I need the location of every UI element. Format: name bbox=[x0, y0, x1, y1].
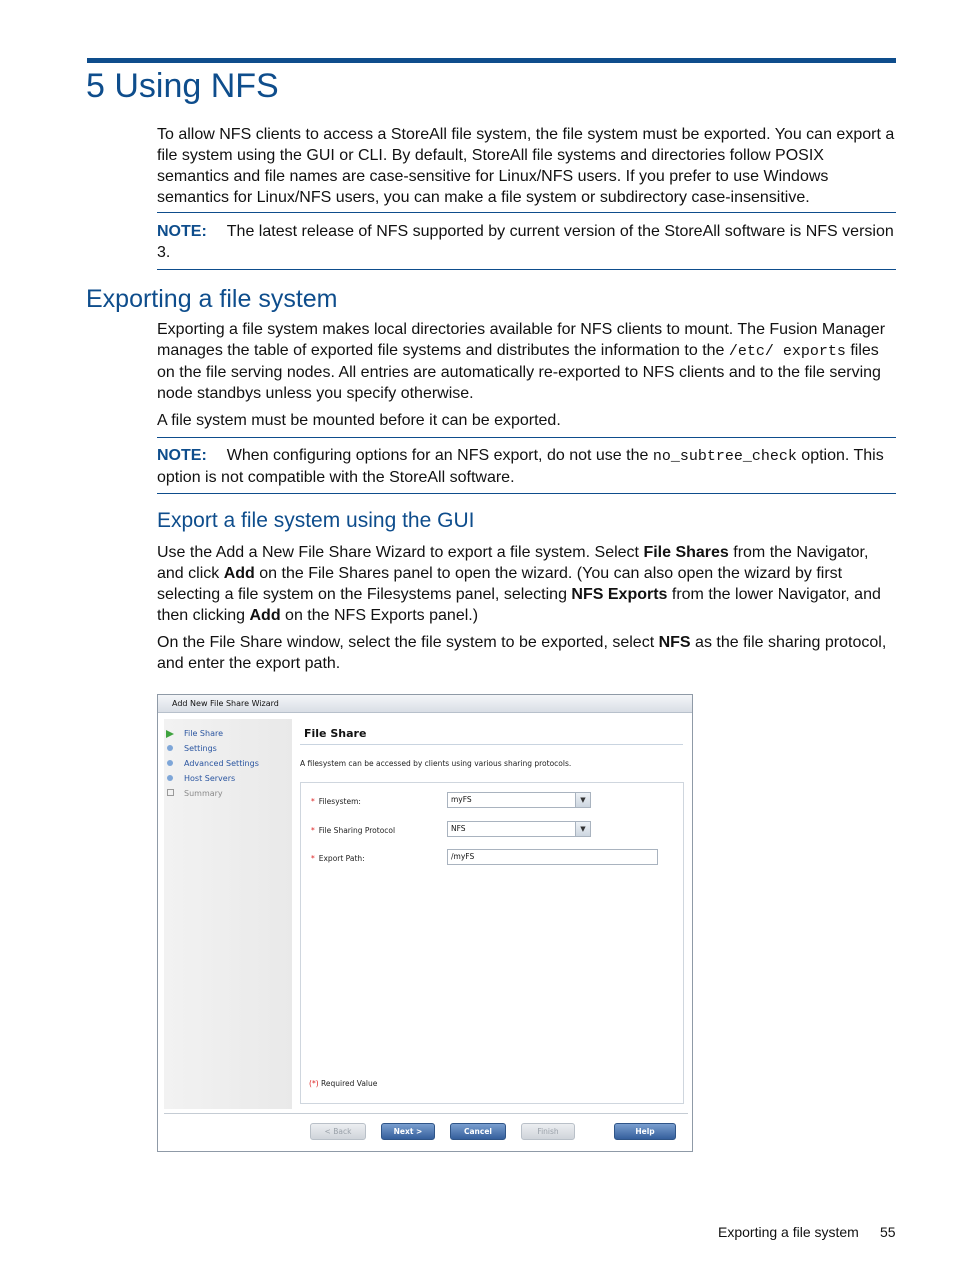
no-subtree-check-code: no_subtree_check bbox=[652, 448, 797, 465]
chapter-rule bbox=[87, 58, 896, 63]
export-path-label: * Export Path: bbox=[311, 854, 365, 863]
nav-step-host-servers[interactable]: Host Servers bbox=[184, 774, 236, 783]
nav-step-file-share[interactable]: File Share bbox=[184, 729, 224, 738]
chapter-title: 5 Using NFS bbox=[86, 67, 279, 105]
filesystem-label: * Filesystem: bbox=[311, 797, 361, 806]
panel-title: File Share bbox=[300, 725, 683, 745]
next-button[interactable]: Next > bbox=[381, 1123, 435, 1140]
mount-before-export-paragraph: A file system must be mounted before it can be exported. bbox=[157, 412, 561, 429]
note-box-1 bbox=[157, 212, 896, 270]
nav-step-settings[interactable]: Settings bbox=[184, 744, 217, 753]
nav-step-advanced-settings[interactable]: Advanced Settings bbox=[184, 759, 259, 768]
page-number: 55 bbox=[880, 1224, 896, 1240]
footer-section-title: Exporting a file system bbox=[718, 1224, 859, 1240]
wizard-divider bbox=[164, 1113, 688, 1114]
note-text: The latest release of NFS supported by current version of the StoreAll software is NFS version 3. bbox=[157, 223, 894, 261]
export-path-input[interactable]: /myFS bbox=[447, 849, 658, 865]
section-heading-gui: Export a file system using the GUI bbox=[157, 509, 475, 532]
step-bullet-icon bbox=[167, 760, 173, 766]
note-label: NOTE: bbox=[157, 223, 207, 240]
filesystem-select[interactable]: myFS ▼ bbox=[447, 792, 591, 808]
panel-description: A filesystem can be accessed by clients using various sharing protocols. bbox=[300, 759, 572, 768]
current-step-arrow-icon bbox=[166, 730, 174, 738]
required-value-note: (*) Required Value bbox=[309, 1079, 378, 1088]
nav-step-summary: Summary bbox=[184, 789, 223, 798]
cancel-button[interactable]: Cancel bbox=[450, 1123, 506, 1140]
note-box-2: NOTE: When configuring options for an NFS export, do not use the no_subtree_check option. This option is not compatible with the StoreAll software. bbox=[157, 437, 896, 494]
file-share-wizard bbox=[157, 694, 693, 1152]
help-button[interactable]: Help bbox=[614, 1123, 676, 1140]
intro-paragraph: To allow NFS clients to access a StoreAll file system, the file system must be exported. You can export a file system using the GUI or CLI. By default, StoreAll file systems and directories follow POSIX semantics and file names are case-sensitive for Linux/NFS users. If you prefer to use Windows semantics for Linux/NFS users, you can make a file system or subdirectory case-insensitive. bbox=[157, 126, 895, 206]
chevron-down-icon[interactable]: ▼ bbox=[575, 822, 590, 836]
note-label: NOTE: bbox=[157, 447, 207, 464]
chevron-down-icon[interactable]: ▼ bbox=[575, 793, 590, 807]
wizard-instructions-paragraph: Use the Add a New File Share Wizard to export a file system. Select File Shares from the Navigator, and click Add on the File Shares panel to open the wizard. (You can also open the wizard by first selecting a file system on the Filesystems panel, selecting NFS Exports from the lower Navigator, and then clicking Add on the NFS Exports panel.) bbox=[157, 544, 881, 624]
wizard-nav bbox=[164, 719, 292, 1109]
back-button[interactable]: < Back bbox=[310, 1123, 366, 1140]
etc-exports-code: /etc/ exports bbox=[728, 343, 846, 360]
exporting-paragraph: Exporting a file system makes local directories available for NFS clients to mount. The Fusion Manager manages the table of exported file systems and distributes the information to the /etc/ exports files on the file serving nodes. All entries are automatically re-exported to NFS clients and to the file serving node standbys unless you specify otherwise. bbox=[157, 321, 886, 402]
file-share-window-paragraph: On the File Share window, select the file system to be exported, select NFS as the file sharing protocol, and enter the export path. bbox=[157, 634, 887, 672]
step-bullet-icon bbox=[167, 775, 173, 781]
step-bullet-icon bbox=[167, 745, 173, 751]
section-heading-exporting: Exporting a file system bbox=[86, 285, 338, 313]
wizard-titlebar: Add New File Share Wizard bbox=[158, 695, 692, 713]
step-pending-icon bbox=[167, 789, 174, 796]
finish-button[interactable]: Finish bbox=[521, 1123, 575, 1140]
protocol-label: * File Sharing Protocol bbox=[311, 826, 396, 835]
protocol-select[interactable]: NFS ▼ bbox=[447, 821, 591, 837]
file-share-form bbox=[300, 782, 684, 1104]
